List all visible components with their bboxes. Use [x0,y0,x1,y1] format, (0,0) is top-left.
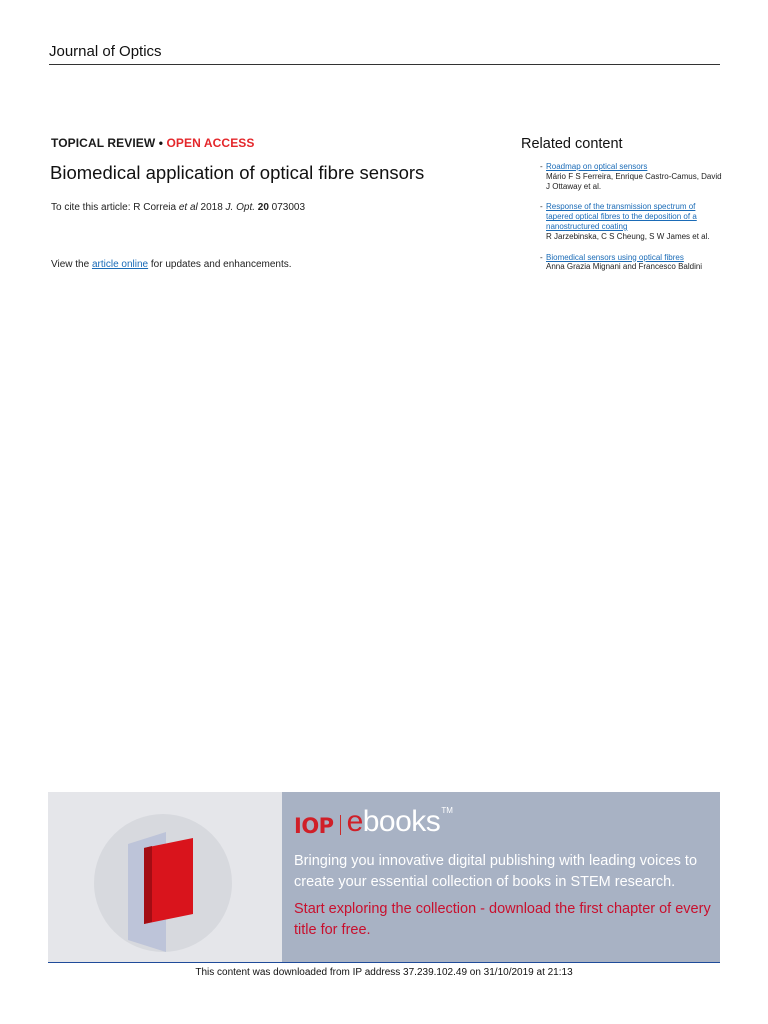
related-item-link[interactable]: Response of the transmission spectrum of tapered optical fibres to the deposition of a nanostructured coating [546,202,697,231]
topical-review-label: TOPICAL REVIEW [51,136,156,150]
ad-call-to-action: Start exploring the collection - download the first chapter of every title for free. [294,901,711,938]
related-item-link[interactable]: Biomedical sensors using optical fibres [546,252,684,262]
article-title: Biomedical application of optical fibre sensors [50,162,425,183]
ebooks-wordmark [347,806,441,838]
ebooks-rest: books [362,805,441,838]
kicker-separator: • [158,136,164,150]
related-item-bullet: - [540,252,543,262]
journal-header [49,42,720,65]
related-item-authors: Anna Grazia Mignani and Francesco Baldini [546,262,703,272]
view-online-prefix: View the [51,259,92,270]
iop-ebooks-logo [294,806,453,838]
ebooks-e: e [346,805,363,838]
article-kicker [51,136,255,150]
related-content-list [540,162,722,283]
trademark-mark: TM [441,806,453,815]
citation-year: 2018 [197,202,226,213]
footer-divider [48,962,720,963]
book-icon [48,792,282,962]
related-item-authors: Mário F S Ferreira, Enrique Castro-Camus, David J Ottaway et al. [546,171,722,191]
citation-et-al: et al [178,202,198,213]
article-online-link[interactable]: article online [91,259,149,270]
related-item [540,253,722,273]
ad-text-panel [282,792,720,962]
iop-ebooks-ad-banner[interactable] [48,792,720,962]
citation-journal: J. Opt. [225,202,255,213]
ad-tagline: Bringing you innovative digital publishing with leading voices to create your essential collection of books in STEM research. [294,853,698,890]
ad-graphic-panel [48,792,282,962]
logo-divider [340,815,341,835]
related-item-bullet: - [540,162,543,171]
journal-name: Journal of Optics [49,43,162,60]
related-item [540,162,722,191]
related-content-title: Related content [521,136,623,152]
citation-line [51,201,305,214]
view-online-line [51,258,292,271]
download-note: This content was downloaded from IP address 37.239.102.49 on 31/10/2019 at 21:13 [195,967,573,978]
related-item [540,202,722,241]
related-item-authors: R Jarzebinska, C S Cheung, S W James et al. [546,231,710,241]
citation-volume: 20 [257,202,269,213]
book-cover-shade [144,846,152,924]
iop-wordmark: IOP [294,814,334,838]
open-access-label: OPEN ACCESS [166,136,255,150]
view-online-suffix: for updates and enhancements. [148,259,292,270]
related-item-bullet: - [540,202,543,212]
citation-article-number: 073003 [268,202,306,213]
citation-prefix: To cite this article: R Correia [51,202,179,213]
related-item-link[interactable]: Roadmap on optical sensors [546,162,648,171]
